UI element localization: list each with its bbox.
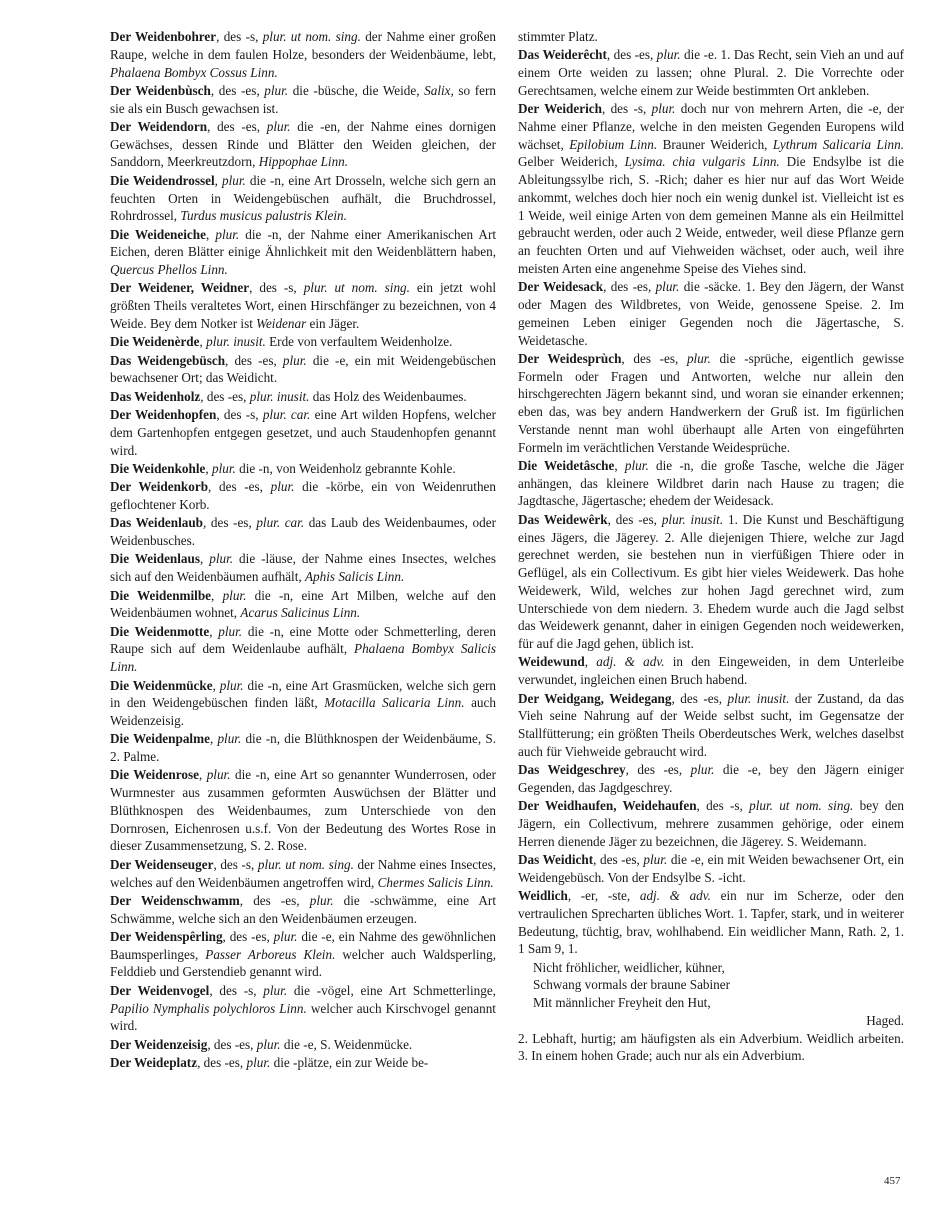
entry-text: so fern sie als ein Busch gewachsen ist. — [110, 82, 496, 116]
headword: Das Weiderêcht — [518, 47, 607, 63]
headword: Der Weidenschwamm — [110, 892, 240, 908]
entry-text: stimmter Platz. — [518, 29, 598, 44]
entry-text: die -n, eine Motte oder Schmetterling, deren Raupe sich auf dem Weidenlaube aufhält, — [110, 623, 497, 657]
closing-text: 2. Lebhaft, hurtig; am häufigsten als ein Adverbium. Weidlich arbeiten. 3. In einem hohen Grade; auch nur als ein Adverbium. — [518, 1030, 904, 1064]
entry-text: , des -es, — [621, 350, 687, 366]
headword: Die Weidenlaus — [110, 551, 200, 567]
dictionary-entry — [518, 28, 904, 46]
dictionary-entry — [110, 172, 496, 225]
italic-text: adj. & adv. — [639, 888, 711, 904]
headword: Der Weidenvogel — [110, 982, 210, 998]
italic-text: plur. ut nom. sing. — [257, 856, 354, 872]
entry-text: , — [205, 226, 216, 242]
dictionary-entry — [110, 514, 496, 550]
italic-text: plur. — [686, 350, 711, 366]
entry-text: , des -s, — [209, 982, 264, 998]
entry-text: , des -es, — [197, 1055, 247, 1070]
entry-text: , — [584, 654, 597, 670]
headword: Der Weidendorn — [110, 118, 208, 134]
italic-text: plur. — [222, 587, 247, 603]
dictionary-entry — [110, 1036, 496, 1054]
headword: Das Weidgeschrey — [518, 762, 626, 778]
page-number: 457 — [884, 1175, 901, 1187]
entry-text: die -e, bey den Jägern einiger Gegenden, das Jagdgeschrey. — [518, 762, 904, 795]
entry-text: die -e, ein Nahme des gewöhnlichen Baumsperlinges, — [110, 928, 496, 962]
entry-text: , des -es, — [222, 928, 274, 944]
headword: Das Weidenholz — [110, 388, 201, 404]
entry-text: die -vögel, eine Art Schmetterlinge, — [287, 982, 496, 998]
italic-text: plur. car. — [256, 515, 305, 531]
entry-text: , des -es, — [625, 762, 691, 778]
headword: Der Weidenseuger — [110, 856, 214, 872]
headword: Der Weidenkorb — [110, 479, 209, 495]
dictionary-entry — [110, 730, 496, 766]
dictionary-entry — [110, 406, 496, 459]
dictionary-entry — [518, 887, 904, 958]
entry-text: die -n, eine Art Milben, welche auf den Weidenbäumen wohnet, — [110, 587, 496, 621]
headword: Weidlich — [518, 888, 568, 904]
entry-text: ein jetzt wohl größten Theils veraltetes Wort, einen Hirschfänger zu bezeichnen, von 4 Weide. Bey dem Notker ist — [110, 280, 497, 331]
entry-text: , — [212, 677, 220, 693]
right-column — [518, 28, 904, 1066]
dictionary-entry — [518, 511, 904, 653]
italic-text: Phalaena Bombyx Cossus Linn. — [110, 64, 278, 80]
dictionary-entry — [110, 478, 496, 514]
italic-text: Turdus musicus palustris Klein. — [180, 208, 347, 224]
headword: Der Weidenhopfen — [110, 407, 217, 423]
italic-text: plur. — [282, 352, 307, 368]
entry-text: , des -es, — [671, 690, 728, 706]
entry-text: , des -s, — [601, 101, 652, 117]
entry-text: das Holz des Weidenbaumes. — [309, 388, 467, 404]
italic-text: Hippophae Linn. — [258, 154, 349, 170]
italic-text: plur. — [256, 1036, 281, 1052]
headword: Das Weidicht — [518, 852, 594, 868]
entry-text: , des -es, — [225, 352, 283, 368]
italic-text: plur. — [655, 279, 680, 295]
headword: Die Weidenmotte — [110, 623, 210, 639]
headword: Der Weidesprùch — [518, 350, 622, 366]
headword: Der Weidenspêrling — [110, 928, 223, 944]
italic-text: plur. — [217, 731, 242, 747]
entry-text: die -sprüche, eigentlich gewisse Formeln oder Fragen und Antworten, welche nur allein den hirschgerechten Jägern bekannt sind, und woran sie einander erkennen; eben das, was bey andern Handwerkern der Gruß ist. Im figürlichen Verstande nennt man wohl überhaupt alle Arten von eingeführten Formeln im verächtlichen Verstande Weidesprüche. — [518, 350, 904, 455]
entry-text: , des -s, — [696, 798, 750, 814]
entry-text: , des -s, — [249, 280, 304, 296]
dictionary-entry — [518, 457, 904, 510]
headword: Der Weideplatz — [110, 1055, 198, 1070]
italic-text: plur. inusit. — [661, 511, 724, 527]
dictionary-entry — [110, 226, 496, 279]
italic-text: plur. — [273, 928, 298, 944]
entry-text: die -n, die große Tasche, welche die Jäger anhängen, das kleinere Wildbret darin nach Hause zu tragen; die Jagdtasche, Jägertasche; ehedem der Weidesack. — [518, 457, 904, 509]
entry-text: , — [199, 334, 207, 350]
entry-text: die -n, die Blüthknospen der Weidenbäume, S. 2. Palme. — [110, 731, 497, 765]
entry-text: , des -es, — [203, 515, 257, 531]
headword: Die Weidenèrde — [110, 334, 200, 350]
entry-text: , — [209, 623, 219, 639]
italic-text: plur. — [643, 852, 668, 868]
entry-text: die -n, eine Art Grasmücken, welche sich gern in den Weidengebüschen finden läßt, — [110, 677, 497, 711]
entry-text: , des -s, — [213, 856, 258, 872]
entry-text: die -en, der Nahme eines dornigen Gewächses, dessen Rinde und Blätter den Weiden gleichen, der Sanddorn, Meerkreutzdorn, — [110, 118, 496, 170]
entry-text: , des -es, — [603, 279, 656, 295]
italic-text: Epilobium Linn. — [569, 136, 658, 152]
entry-text: Die Endsylbe ist die Ableitungssylbe rich, S. -Rich; daher es hier nur auf das Wort Weide ankommt, welches doch hier noch ein wenig dunkel ist. Vielleicht ist es 1 Weide, weil einige Arten von dem gemeinen Manne als ein Heilmittel gebraucht werden, oder auch 2 Weide, entweder, weil diese Pflanze gern an feuchten Orten und auf Viehweiden wächset, oder auch, weil ihre meisten Arten eine angenehme Speise des Viehes sind. — [518, 154, 905, 276]
italic-text: plur. — [266, 118, 291, 134]
entry-text: Gelber Weiderich, — [518, 154, 625, 170]
entry-text: , — [211, 587, 223, 603]
dictionary-entry — [518, 653, 904, 689]
dictionary-entry — [110, 118, 496, 171]
entry-text: die -läuse, der Nahme eines Insectes, welches sich auf den Weidenbäumen aufhält, — [110, 551, 497, 585]
italic-text: adj. & adv. — [596, 654, 665, 670]
entry-text: die -körbe, ein von Weidenruthen geflochtener Korb. — [110, 479, 496, 513]
italic-text: plur. — [211, 460, 236, 476]
poem — [518, 959, 904, 1012]
dictionary-entry — [110, 550, 496, 586]
headword: Die Weidenrose — [110, 767, 199, 783]
poem-line: Nicht fröhlicher, weidlicher, kühner, — [533, 959, 725, 975]
poem-author: Haged. — [866, 1012, 904, 1028]
dictionary-entry — [110, 677, 496, 730]
entry-text: die -n, eine Art so genannter Wunderrosen, oder Wurmnester aus zusammen geformten Auswüchsen der Blätter und Blüthknospen des Weidenbaumes, zum Unterschiede von den Dornrosen, Eichenrosen u.s.f. Von der Bedeutung des Wortes Rose in dieser Zusammensetzung, S. 2. Rose. — [110, 767, 497, 854]
entry-text: die -säcke. 1. Bey den Jägern, der Wanst oder Magen des Wildbretes, von Weide, genossene Speise. 2. Im gemeinen Leben einiger Gegenden noch die Jägertasche, S. Weidetasche. — [518, 279, 904, 348]
headword: Das Weidenlaub — [110, 515, 204, 531]
dictionary-entry — [110, 928, 496, 981]
italic-text: plur. — [264, 82, 289, 98]
headword: Die Weideneiche — [110, 226, 206, 242]
entry-text: die -n, von Weidenholz gebrannte Kohle. — [235, 460, 456, 476]
entry-text: die -e, ein mit Weiden bewachsener Ort, ein Weidengebüsch. Von der Endsylbe S. -icht. — [518, 852, 904, 885]
entry-text: , des -es, — [200, 388, 250, 404]
italic-text: Quercus Phellos Linn. — [110, 262, 228, 278]
dictionary-entry — [518, 690, 904, 761]
dictionary-entry — [110, 28, 496, 81]
dictionary-entry — [110, 279, 496, 332]
italic-text: plur. ut nom. sing. — [749, 798, 854, 814]
dictionary-entry — [110, 333, 496, 351]
entry-text: die -e, S. Weidenmücke. — [280, 1036, 413, 1052]
entry-text: 1. Die Kunst und Beschäftigung eines Jägers, die Jägerey. 2. Alle diejenigen Thiere, welche zur Jagd gerechnet werden, sie bestehen nun in vierfüßigen Thiere oder in Geflügel, als ein Collectivum. Es gibt hier vieles Weidewerk. Das hohe Weidewerk, Wild, welches zur hohen Jagd gerechnet wird, zum Unterschiede von dem niedern. 3. Ehedem wurde auch die Jagd selbst das Weidewerk genannt, daher in einigen Gegenden noch weidewerken, für auf die Jagd gehen, üblich ist. — [518, 511, 904, 652]
italic-text: plur. — [209, 551, 234, 567]
entry-text: , -er, -ste, — [567, 888, 640, 904]
dictionary-entry — [518, 350, 904, 457]
italic-text: plur. inusit. — [206, 334, 266, 350]
headword: Weidewund — [518, 654, 585, 670]
entry-text: die -schwämme, eine Art Schwämme, welche sich an den Weidenbäumen erzeugen. — [110, 892, 496, 926]
left-column — [110, 28, 496, 1072]
poem-line: Mit männlicher Freyheit den Hut, — [533, 995, 711, 1011]
entry-text: ein nur im Scherze, oder den vertraulichen Sprecharten übliches Wort. 1. Tapfer, stark, und in weiterer Bedeutung, tüchtig, brav, wohlhabend. Ein weidlicher Mann, Rath. 2, 1. 1 Sam 9, 1. — [518, 888, 904, 957]
headword: Der Weidhaufen, Weidehaufen — [518, 798, 697, 814]
italic-text: plur. — [222, 172, 246, 188]
headword: Der Weidenbùsch — [110, 82, 211, 98]
dictionary-entry — [110, 587, 496, 623]
italic-text: Chermes Salicis Linn. — [377, 874, 494, 890]
entry-text: der Nahme eines Insectes, welches auf den Weidenbäumen angetroffen wird, — [110, 856, 496, 890]
entry-text: , des -es, — [239, 892, 310, 908]
headword: Die Weidenkohle — [110, 460, 206, 476]
italic-text: Weidenar — [256, 315, 307, 331]
italic-text: plur. inusit. — [249, 388, 310, 404]
headword: Die Weidenmilbe — [110, 587, 212, 603]
italic-text: plur. ut nom. sing. — [262, 29, 361, 44]
headword: Der Weidener, Weidner — [110, 280, 250, 296]
italic-text: Lythrum Salicaria Linn. — [772, 136, 904, 152]
dictionary-entry — [110, 982, 496, 1035]
italic-text: plur. — [206, 767, 231, 783]
italic-text: plur. — [219, 677, 244, 693]
italic-text: plur. — [270, 479, 295, 495]
entry-text: , — [214, 172, 223, 188]
entry-text: ein Jäger. — [306, 315, 360, 331]
headword: Das Weidewêrk — [518, 511, 608, 527]
italic-text: Lysima. chia vulgaris Linn. — [624, 154, 780, 170]
italic-text: plur. — [215, 226, 240, 242]
italic-text: Acarus Salicinus Linn. — [240, 605, 361, 621]
entry-text: auch Weidenzeisig. — [110, 695, 496, 728]
entry-text: welcher auch Kirschvogel genannt wird. — [110, 1000, 496, 1034]
italic-text: plur. ut nom. sing. — [303, 280, 410, 296]
entry-text: , des -es, — [210, 82, 265, 98]
italic-text: plur. inusit. — [727, 690, 790, 706]
headword: Die Weidetâsche — [518, 457, 615, 473]
dictionary-entry — [110, 892, 496, 928]
dictionary-entry — [110, 460, 496, 478]
italic-text: plur. — [246, 1055, 271, 1070]
entry-text: , — [198, 767, 207, 783]
entry-text: Brauner Weiderich, — [657, 136, 773, 152]
dictionary-entry — [518, 46, 904, 99]
entry-text: welcher auch Waldsperling, Felddieb und Gerstendieb genannt wird. — [110, 946, 497, 980]
headword: Der Weidesack — [518, 279, 604, 295]
entry-text: , des -es, — [207, 118, 267, 134]
entry-text: in den Eingeweiden, in dem Unterleibe verwundet, ingleichen einen Bruch habend. — [518, 654, 905, 688]
dictionary-entry — [110, 766, 496, 855]
headword: Die Weidenpalme — [110, 731, 210, 747]
dictionary-entry — [110, 1054, 496, 1072]
italic-text: Papilio Nymphalis polychloros Linn. — [110, 1000, 307, 1016]
entry-text: die -n, der Nahme einer Amerikanischen Art Eichen, deren Blätter einige Ähnlichkeit mit den Weidenblättern haben, — [110, 226, 497, 260]
entry-text: , des -es, — [606, 47, 657, 63]
italic-text: Salix, — [424, 82, 454, 98]
entry-text: der Nahme einer großen Raupe, welche in dem faulen Holze, besonders der Weidenbäume, lebt, — [110, 29, 496, 62]
dictionary-entry — [110, 623, 496, 676]
dictionary-entry — [518, 761, 904, 797]
italic-text: Motacilla Salicaria Linn. — [324, 695, 465, 711]
entry-text: , des -es, — [607, 511, 662, 527]
italic-text: plur. — [624, 457, 649, 473]
headword: Das Weidengebüsch — [110, 352, 226, 368]
dictionary-entry — [110, 352, 496, 388]
entry-text: , des -es, — [593, 852, 644, 868]
headword: Der Weiderich — [518, 101, 602, 117]
entry-text: , des -es, — [208, 479, 271, 495]
italic-text: Passer Arboreus Klein. — [205, 946, 336, 962]
dictionary-entry — [518, 797, 904, 850]
headword: Die Weidendrossel — [110, 172, 215, 188]
entry-text: die -büsche, die Weide, — [288, 82, 425, 98]
entry-text: , — [205, 460, 212, 476]
italic-text: Phalaena Bombyx Salicis Linn. — [110, 641, 496, 675]
entry-text: , — [200, 551, 210, 567]
entry-text: die -n, eine Art Drosseln, welche sich gern an feuchten Orten in Weidengebüschen aufhält, die Bruchdrossel, Rohrdrossel, — [110, 172, 497, 224]
headword: Die Weidenmücke — [110, 677, 213, 693]
italic-text: Aphis Salicis Linn. — [304, 569, 405, 585]
right-entries — [518, 28, 904, 958]
entry-text: der Zustand, da das Vieh seine Nahrung auf der Weide selbst sucht, im Gegensatze der Stallfütterung; ein größten Theils Oberdeutsches Werk, welches daselbst auch für Viehweide gebraucht wird. — [518, 690, 904, 759]
poem-line: Schwang vormals der braune Sabiner — [533, 977, 731, 993]
entry-text: , des -s, — [216, 29, 263, 44]
italic-text: plur. — [690, 762, 715, 778]
dictionary-entry — [110, 82, 496, 118]
italic-text: plur. — [263, 982, 288, 998]
italic-text: plur. car. — [262, 407, 311, 423]
dictionary-entry — [110, 388, 496, 406]
italic-text: plur. — [656, 47, 681, 63]
entry-text: eine Art wilden Hopfens, welcher dem Gartenhopfen entgegen gesetzet, und auch Staudenhopfen genannt wird. — [110, 407, 497, 458]
italic-text: plur. — [309, 892, 334, 908]
entry-text: , des -s, — [216, 407, 263, 423]
entry-text: Erde von verfaultem Weidenholze. — [265, 334, 453, 350]
headword: Der Weidgang, Weidegang — [518, 690, 672, 706]
entry-text: die -e, ein mit Weidengebüschen bewachsener Ort; das Weidicht. — [110, 352, 496, 386]
entry-text: das Laub des Weidenbaumes, oder Weidenbusches. — [110, 515, 496, 549]
headword: Der Weidenzeisig — [110, 1036, 208, 1052]
headword: Der Weidenbohrer — [110, 29, 217, 44]
entry-text: doch nur von mehrern Arten, die -e, der Nahme einer Pflanze, welche in den meisten Gegenden Europens wild wächset, — [518, 101, 905, 152]
italic-text: plur. — [651, 101, 676, 117]
dictionary-entry — [518, 851, 904, 887]
entry-text: , des -es, — [207, 1036, 257, 1052]
italic-text: plur. — [218, 623, 243, 639]
entry-text: bey den Jägern, ein Collectivum, mehrere zusammen gehörige, oder einem Herren dienende Jäger zu bezeichnen, die Jägerey. S. Weidemann. — [518, 798, 904, 849]
dictionary-entry — [110, 856, 496, 892]
entry-text: die -e. 1. Das Recht, sein Vieh an und auf einem Orte weiden zu lassen; ohne Plural. 2. Die Vorrechte oder Gerechtsamen, welche einem zur Weide bestimmten Ort ankleben. — [518, 47, 904, 98]
entry-text: die -plätze, ein zur Weide be- — [270, 1055, 429, 1070]
entry-text: , — [614, 457, 625, 473]
dictionary-entry — [518, 278, 904, 349]
dictionary-entry — [518, 100, 904, 278]
entry-text: , — [209, 731, 218, 747]
